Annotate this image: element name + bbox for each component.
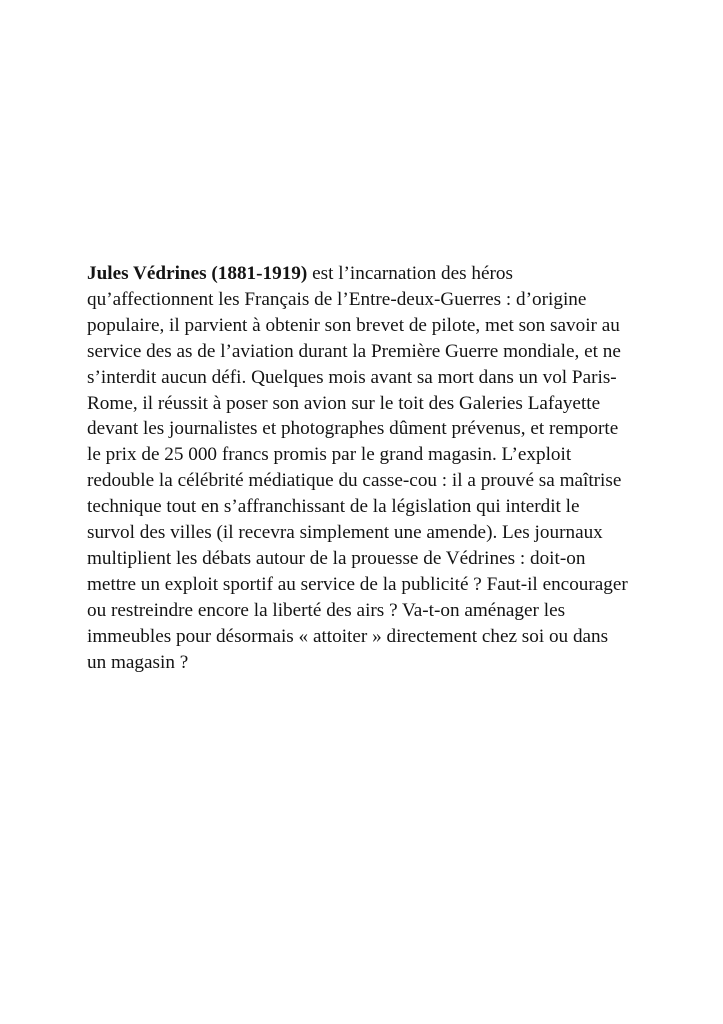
text-line: survol des villes (il recevra simplement une amende). Les journaux — [87, 522, 603, 544]
body-paragraph — [87, 261, 657, 676]
text-line: Rome, il réussit à poser son avion sur le toit des Galeries Lafayette — [87, 392, 601, 414]
text-line: multiplient les débats autour de la prouesse de Védrines : doit-on — [87, 547, 586, 569]
text-line: qu’affectionnent les Français de l’Entre-deux-Guerres : d’origine — [87, 288, 587, 310]
text-line: redouble la célébrité médiatique du casse-cou : il a prouvé sa maîtrise — [87, 470, 622, 492]
bold-lead: Jules Védrines (1881-1919) — [87, 263, 308, 284]
text-line: un magasin ? — [87, 651, 189, 673]
text-line-remainder: est l’incarnation des héros — [307, 263, 513, 284]
text-line: technique tout en s’affranchissant de la législation qui interdit le — [87, 496, 580, 518]
text-line: s’interdit aucun défi. Quelques mois avant sa mort dans un vol Paris- — [87, 366, 617, 388]
text-line: le prix de 25 000 francs promis par le grand magasin. L’exploit — [87, 444, 572, 466]
text-line: immeubles pour désormais « attoiter » directement chez soi ou dans — [87, 625, 609, 647]
text-line: mettre un exploit sportif au service de la publicité ? Faut-il encourager — [87, 573, 628, 595]
text-line: devant les journalistes et photographes dûment prévenus, et remporte — [87, 418, 619, 440]
text-line: service des as de l’aviation durant la Première Guerre mondiale, et ne — [87, 340, 621, 362]
text-line: populaire, il parvient à obtenir son brevet de pilote, met son savoir au — [87, 314, 620, 336]
text-line: ou restreindre encore la liberté des airs ? Va-t-on aménager les — [87, 599, 566, 621]
text-line — [87, 261, 657, 287]
